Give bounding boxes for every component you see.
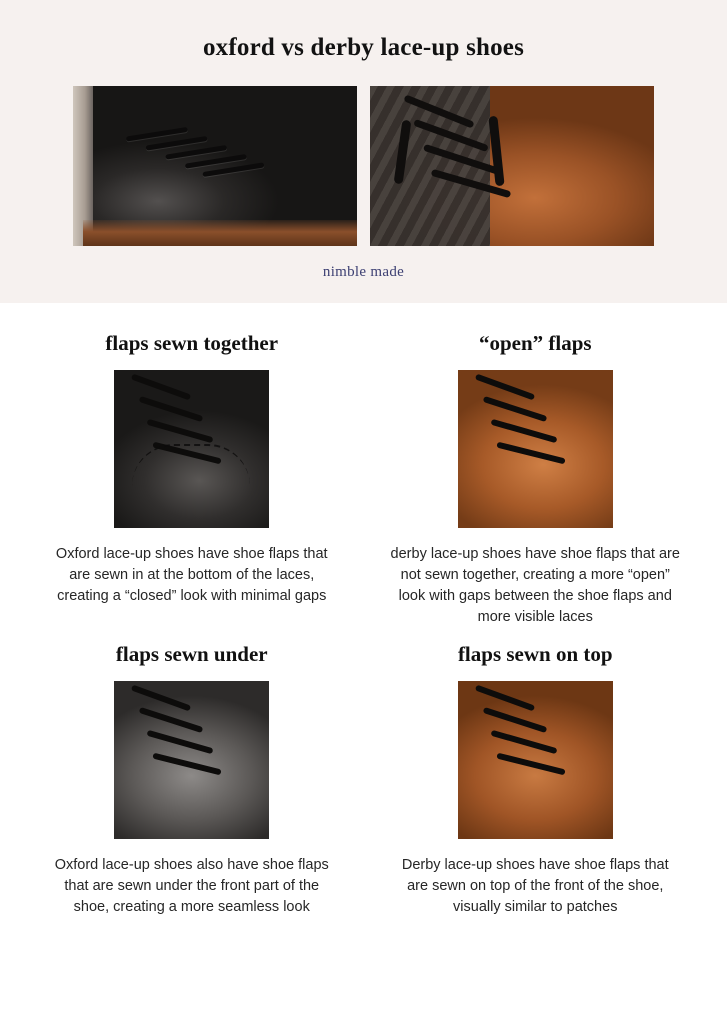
page-title: oxford vs derby lace-up shoes	[202, 34, 525, 61]
cell-title: flaps sewn on top	[457, 642, 613, 667]
shoe-lace-graphic	[128, 382, 248, 478]
shoe-lace-graphic	[472, 693, 592, 789]
detail-image-oxford-closed-flaps	[114, 370, 269, 528]
cell-title: flaps sewn under	[115, 642, 268, 667]
shoe-lace-graphic	[128, 693, 248, 789]
comparison-cell-flaps-sewn-together	[24, 325, 360, 628]
hero-image-oxford	[73, 86, 357, 246]
header-band	[0, 0, 727, 303]
shoe-lace-graphic	[122, 113, 269, 188]
cell-caption: Oxford lace-up shoes have shoe flaps that are sewn in at the bottom of the laces, creating a “closed” look with minimal gaps	[55, 546, 328, 605]
detail-image-derby-flaps-on-top	[458, 681, 613, 839]
detail-image-oxford-flaps-under	[114, 681, 269, 839]
cell-caption: Oxford lace-up shoes also have shoe flaps that are sewn under the front part of the shoe, creating a more seamless look	[54, 857, 329, 916]
comparison-cell-flaps-sewn-on-top	[368, 636, 704, 918]
cell-caption: derby lace-up shoes have shoe flaps that are not sewn together, creating a more “open” look with gaps between the shoe flaps and more visible laces	[390, 546, 680, 626]
comparison-grid	[0, 303, 727, 918]
comparison-cell-open-flaps	[368, 325, 704, 628]
hero-image-derby	[370, 86, 654, 246]
cell-title: “open” flaps	[478, 331, 592, 355]
cell-title: flaps sewn together	[105, 331, 279, 355]
comparison-cell-flaps-sewn-under	[24, 636, 360, 918]
shoe-lace-graphic	[472, 382, 592, 478]
detail-image-derby-open-flaps	[458, 370, 613, 528]
cell-caption: Derby lace-up shoes have shoe flaps that are sewn on top of the front of the shoe, visually similar to patches	[401, 857, 669, 916]
hero-image-row	[0, 86, 727, 246]
shoe-lace-graphic	[396, 104, 546, 224]
brand-wordmark: nimble made	[322, 264, 405, 280]
